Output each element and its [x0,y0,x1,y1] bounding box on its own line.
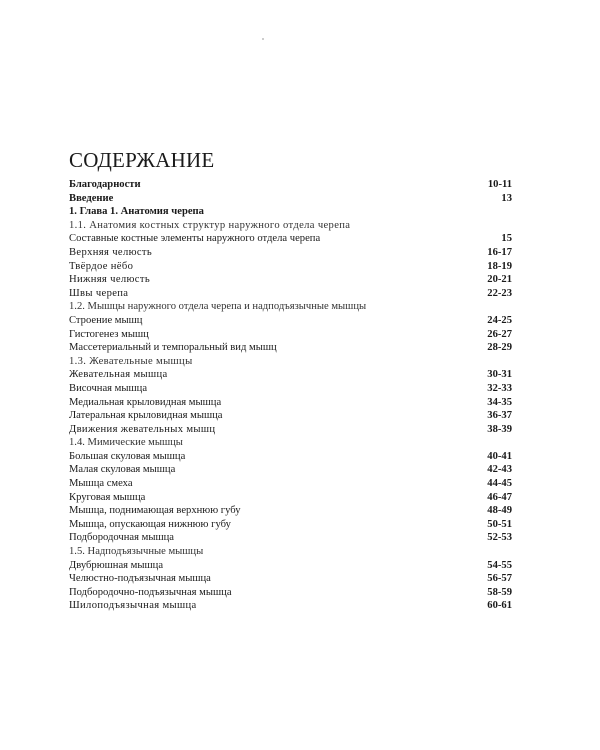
toc-entry-label: Шилоподъязычная мышца [69,600,197,612]
toc-entry-label: Круговая мышца [69,491,146,503]
toc-entry-label: Мышца, поднимающая верхнюю губу [69,505,241,517]
toc-entry-label: Верхняя челюсть [69,246,153,258]
toc-entry-pages: 15 [501,233,512,245]
toc-entry-pages: 26-27 [487,328,512,340]
toc-entry [69,409,512,423]
toc-entry-pages: 54-55 [487,559,512,571]
toc-entry-label: Височная мышца [69,382,148,394]
toc-entry-pages: 40-41 [487,450,512,462]
toc-chapter-heading [69,205,512,219]
toc-entry-label: 1.3. Жевательные мышцы [69,355,193,367]
toc-entry [69,382,512,396]
toc-entry-label: Подбородочная мышца [69,532,174,544]
toc-entry-pages: 48-49 [487,505,512,517]
table-of-contents [69,178,512,613]
toc-entry-label: Введение [69,192,114,204]
toc-entry-label: Составные костные элементы наружного отдела черепа [69,233,321,245]
toc-section-heading [69,436,512,450]
toc-entry-pages: 52-53 [487,532,512,544]
toc-entry-pages: 28-29 [487,342,512,354]
toc-section-heading [69,355,512,369]
toc-entry [69,450,512,464]
toc-entry-label: Движения жевательных мышц [69,423,216,435]
toc-entry-label: Двубрюшная мышца [69,559,164,571]
toc-entry-pages: 56-57 [487,573,512,585]
scan-speck [262,38,264,40]
toc-entry-pages: 58-59 [487,586,512,598]
toc-entry-label: Благодарности [69,179,141,190]
toc-entry-pages: 50-51 [487,518,512,530]
toc-entry [69,477,512,491]
toc-entry-label: 1. Глава 1. Анатомия черепа [69,206,204,218]
toc-entry-pages: 13 [501,192,512,204]
toc-entry-label: Малая скуловая мышца [69,464,176,476]
toc-entry-label: 1.4. Мимические мышцы [69,437,183,449]
toc-entry [69,192,512,206]
toc-entry-pages: 44-45 [487,478,512,490]
toc-entry-label: Подбородочно-подъязычная мышца [69,586,232,598]
toc-entry-label: Жевательная мышца [69,369,168,381]
toc-entry-pages: 16-17 [487,246,512,258]
toc-entry [69,314,512,328]
toc-entry-pages: 60-61 [487,600,512,612]
toc-entry-label: Большая скуловая мышца [69,450,186,462]
toc-entry-label: Швы черепа [69,287,129,299]
toc-entry [69,260,512,274]
toc-entry-pages: 10-11 [487,179,512,190]
toc-entry-label: Мышца смеха [69,478,133,490]
toc-entry [69,287,512,301]
toc-entry [69,423,512,437]
toc-entry [69,328,512,342]
toc-entry-label: Массетериальный и темпоральный вид мышц [69,342,277,354]
toc-entry [69,599,512,613]
toc-entry-pages: 42-43 [487,464,512,476]
toc-entry-label: Латеральная крыловидная мышца [69,410,223,422]
toc-entry-pages: 38-39 [487,423,512,435]
toc-entry-label: 1.1. Анатомия костных структур наружного отдела черепа [69,219,351,231]
toc-entry [69,559,512,573]
toc-entry-label: 1.5. Надподъязычные мышцы [69,546,204,558]
toc-entry [69,531,512,545]
toc-entry-pages: 34-35 [487,396,512,408]
toc-entry [69,246,512,260]
toc-entry [69,491,512,505]
toc-entry-label: Строение мышц [69,314,143,326]
toc-entry-pages: 30-31 [487,369,512,381]
toc-entry-pages: 32-33 [487,382,512,394]
toc-entry-label: Медиальная крыловидная мышца [69,396,222,408]
toc-entry-label: Твёрдое нёбо [69,260,134,272]
toc-entry-pages: 22-23 [487,287,512,299]
toc-section-heading [69,219,512,233]
toc-entry [69,504,512,518]
toc-entry-label: 1.2. Мышцы наружного отдела черепа и надподъязычные мышцы [69,301,367,313]
page-title: СОДЕРЖАНИЕ [69,148,215,172]
toc-entry [69,232,512,246]
toc-entry-pages: 36-37 [487,410,512,422]
toc-section-heading [69,545,512,559]
toc-entry [69,178,512,192]
toc-entry [69,396,512,410]
toc-entry [69,273,512,287]
toc-entry-label: Гистогенез мышц [69,328,149,340]
toc-entry-pages: 20-21 [487,274,512,286]
toc-entry-label: Челюстно-подъязычная мышца [69,573,211,585]
toc-entry [69,586,512,600]
toc-entry-pages: 24-25 [487,314,512,326]
toc-entry [69,368,512,382]
toc-entry-pages: 18-19 [487,260,512,272]
toc-section-heading [69,300,512,314]
toc-entry [69,518,512,532]
toc-entry [69,572,512,586]
toc-entry-label: Нижняя челюсть [69,274,150,286]
toc-entry [69,463,512,477]
toc-entry-label: Мышца, опускающая нижнюю губу [69,518,231,530]
toc-entry [69,341,512,355]
toc-entry-pages: 46-47 [487,491,512,503]
